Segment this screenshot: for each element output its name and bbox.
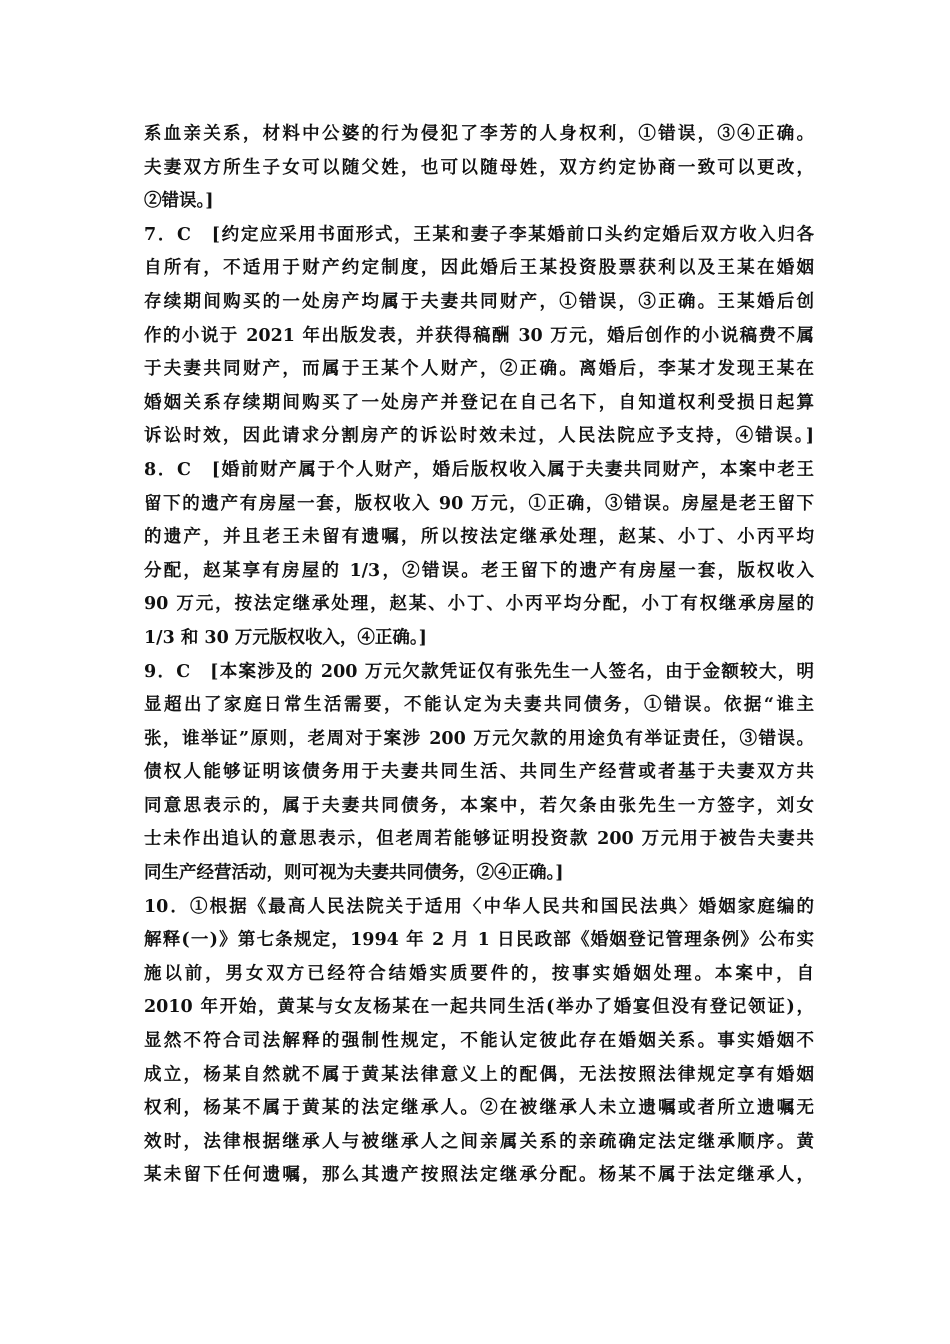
text-line: 显超出了家庭日常生活需要，不能认定为夫妻共同债务，①错误。依据“谁主 xyxy=(144,695,814,716)
text-line: 效时，法律根据继承人与被继承人之间亲属关系的亲疏确定法定继承顺序。黄 xyxy=(144,1131,814,1152)
text-line: 张，谁举证”原则，老周对于案涉 200 万元欠款的用途负有举证责任，③错误。 xyxy=(144,728,814,749)
text-line: 9．C [本案涉及的 200 万元欠款凭证仅有张先生一人签名，由于金额较大，明 xyxy=(144,661,814,682)
text-line: 显然不符合司法解释的强制性规定，不能认定彼此存在婚姻关系。事实婚姻不 xyxy=(144,1031,814,1052)
text-line: 2010 年开始，黄某与女友杨某在一起共同生活(举办了婚宴但没有登记领证)， xyxy=(144,997,814,1018)
answer-7 xyxy=(144,219,814,454)
text-line: 士未作出追认的意思表示，但老周若能够证明投资款 200 万元用于被告夫妻共 xyxy=(144,829,814,850)
paragraph-continuation xyxy=(144,118,814,219)
text-line: 于夫妻共同财产，而属于王某个人财产，②正确。离婚后，李某才发现王某在 xyxy=(144,359,814,380)
text-line: 同生产经营活动，则可视为夫妻共同债务，②④正确。] xyxy=(144,863,564,884)
text-line: 的遗产，并且老王未留有遗嘱，所以按法定继承处理，赵某、小丁、小丙平均 xyxy=(144,527,814,548)
text-line: 90 万元，按法定继承处理，赵某、小丁、小丙平均分配，小丁有权继承房屋的 xyxy=(144,594,814,615)
text-line: 系血亲关系，材料中公婆的行为侵犯了李芳的人身权利，①错误，③④正确。 xyxy=(144,124,814,144)
text-line: 某未留下任何遗嘱，那么其遗产按照法定继承分配。杨某不属于法定继承人， xyxy=(144,1165,814,1186)
text-line: 7．C [约定应采用书面形式，王某和妻子李某婚前口头约定婚后双方收入归各 xyxy=(144,224,814,245)
text-line: 作的小说于 2021 年出版发表，并获得稿酬 30 万元，婚后创作的小说稿费不属 xyxy=(144,325,814,346)
text-line: 债权人能够证明该债务用于夫妻共同生活、共同生产经营或者基于夫妻双方共 xyxy=(144,762,814,783)
answer-10 xyxy=(144,891,814,1193)
text-line: 施以前，男女双方已经符合结婚实质要件的，按事实婚姻处理。本案中，自 xyxy=(144,963,814,984)
text-line: 同意思表示的，属于夫妻共同债务，本案中，若欠条由张先生一方签字，刘女 xyxy=(144,795,814,816)
text-line: 权利，杨某不属于黄某的法定继承人。②在被继承人未立遗嘱或者所立遗嘱无 xyxy=(144,1098,814,1119)
text-line: 自所有，不适用于财产约定制度，因此婚后王某投资股票获利以及王某在婚姻 xyxy=(144,258,814,279)
text-line: 存续期间购买的一处房产均属于夫妻共同财产，①错误，③正确。王某婚后创 xyxy=(144,291,814,312)
text-line: 8．C [婚前财产属于个人财产，婚后版权收入属于夫妻共同财产，本案中老王 xyxy=(144,459,814,480)
text-line: ②错误。] xyxy=(144,191,214,212)
document-page xyxy=(144,118,814,1193)
text-line: 留下的遗产有房屋一套，版权收入 90 万元，①正确，③错误。房屋是老王留下 xyxy=(144,493,814,514)
text-line: 分配，赵某享有房屋的 1/3，②错误。老王留下的遗产有房屋一套，版权收入 xyxy=(144,560,814,581)
text-line: 10．①根据《最高人民法院关于适用〈中华人民共和国民法典〉婚姻家庭编的 xyxy=(144,896,814,917)
answer-9 xyxy=(144,656,814,891)
text-line: 夫妻双方所生子女可以随父姓，也可以随母姓，双方约定协商一致可以更改， xyxy=(144,157,814,178)
text-line: 诉讼时效，因此请求分割房产的诉讼时效未过，人民法院应予支持，④错误。] xyxy=(144,426,814,447)
text-line: 婚姻关系存续期间购买了一处房产并登记在自己名下，自知道权利受损日起算 xyxy=(144,392,814,413)
text-line: 1/3 和 30 万元版权收入，④正确。] xyxy=(144,627,427,648)
answer-8 xyxy=(144,454,814,656)
text-line: 解释(一)》第七条规定，1994 年 2 月 1 日民政部《婚姻登记管理条例》公布实 xyxy=(144,930,814,951)
text-line: 成立，杨某自然就不属于黄某法律意义上的配偶，无法按照法律规定享有婚姻 xyxy=(144,1064,814,1085)
